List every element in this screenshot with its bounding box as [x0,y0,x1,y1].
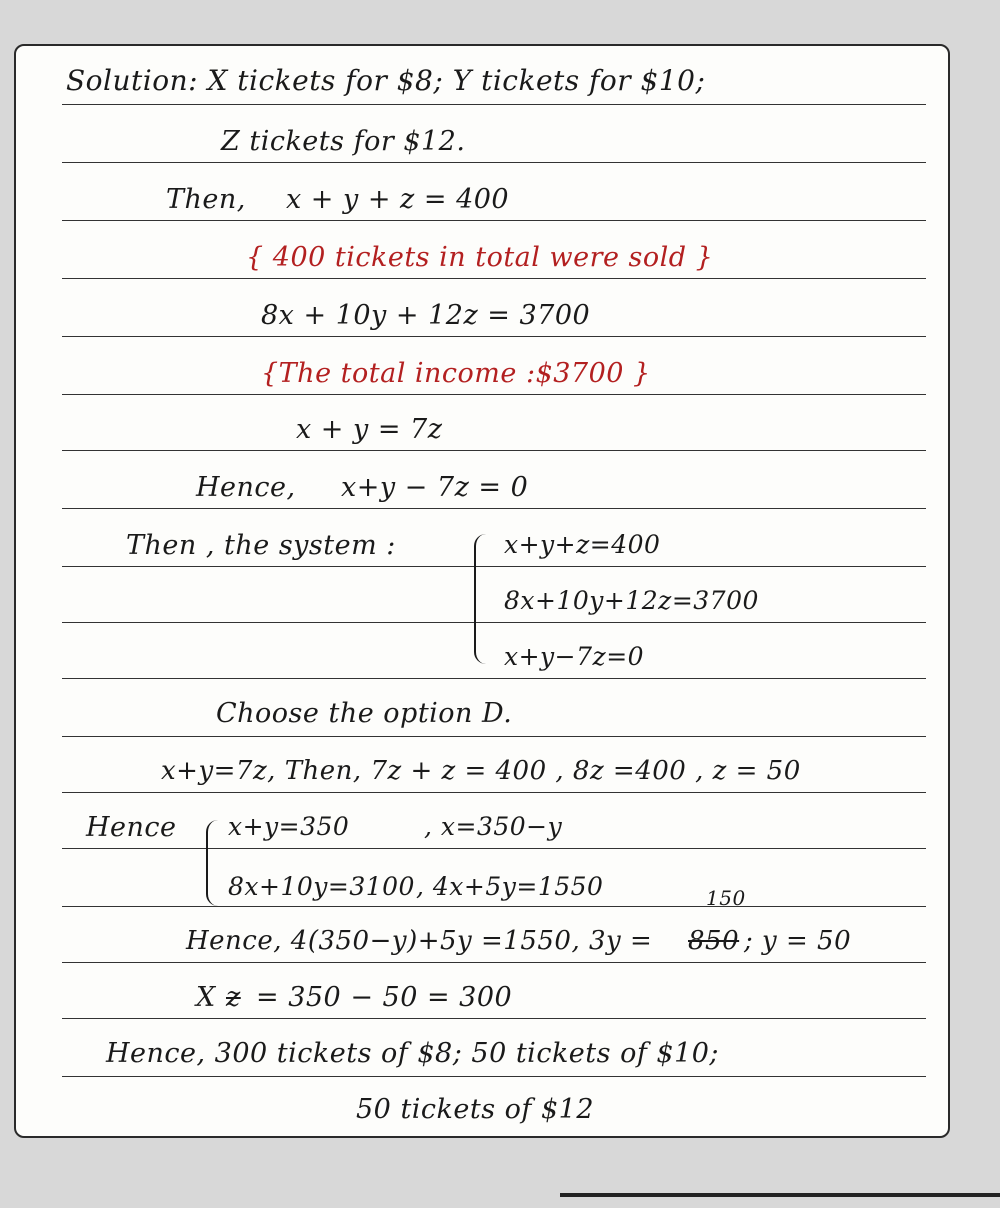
ruled-line [62,622,926,623]
x-in-terms-of-y: , x=350−y [424,812,563,841]
label-hence-2: Hence [86,812,177,843]
y-result: ; y = 50 [744,926,852,956]
reduced-eq-1: x+y=350 [228,812,350,841]
ruled-line [62,736,926,737]
ruled-line [62,1076,926,1077]
x-result: = 350 − 50 = 300 [256,982,513,1013]
ruled-line [62,278,926,279]
equation-rearranged: x+y − 7z = 0 [341,472,529,503]
system-eq-1: x+y+z=400 [504,530,661,559]
ruled-line [62,906,926,907]
note-tickets-sold: { 400 tickets in total were sold } [246,242,714,273]
ruled-line [62,220,926,221]
equation-income: 8x + 10y + 12z = 3700 [261,300,591,331]
line-choose-option: Choose the option D. [216,698,513,729]
bottom-edge [560,1193,1000,1197]
line-answer-cont: 50 tickets of $12 [356,1094,595,1125]
line-solution-intro: Solution: X tickets for $8; Y tickets for $10; [66,64,706,97]
ruled-line [62,162,926,163]
crossed-out-value: 850 [688,926,740,956]
ruled-line [62,336,926,337]
label-then: Then, [166,184,246,215]
ruled-line [62,848,926,849]
label-the-system: Then , the system : [126,530,396,561]
equation-x-plus-y: x + y = 7z [296,414,443,445]
line-solve-z: x+y=7z, Then, 7z + z = 400 , 8z =400 , z = 50 [161,756,801,786]
ruled-line [62,104,926,105]
correction-150: 150 [706,886,746,910]
equation-tickets-total: x + y + z = 400 [286,184,510,215]
line-answer: Hence, 300 tickets of $8; 50 tickets of $10; [106,1038,720,1069]
ruled-line [62,1018,926,1019]
ruled-line [62,962,926,963]
ruled-line [62,792,926,793]
label-hence: Hence, [196,472,296,503]
crossed-out-z: z [226,982,241,1013]
ruled-line [62,508,926,509]
line-substitute: Hence, 4(350−y)+5y =1550, 3y = [186,926,653,956]
line-z-tickets: Z tickets for $12. [221,126,466,157]
ruled-line [62,678,926,679]
reduced-system-brace [206,820,220,906]
note-total-income: {The total income :$3700 } [261,358,651,389]
x-variable: X [196,982,216,1013]
reduced-eq-2: 8x+10y=3100 [228,872,415,901]
ruled-line [62,394,926,395]
ruled-line [62,566,926,567]
ruled-line [62,450,926,451]
solution-paper [14,44,950,1138]
system-brace [474,534,488,664]
system-eq-3: x+y−7z=0 [504,642,645,671]
system-eq-2: 8x+10y+12z=3700 [504,586,759,615]
simplified-eq-2: , 4x+5y=1550 [416,872,604,901]
